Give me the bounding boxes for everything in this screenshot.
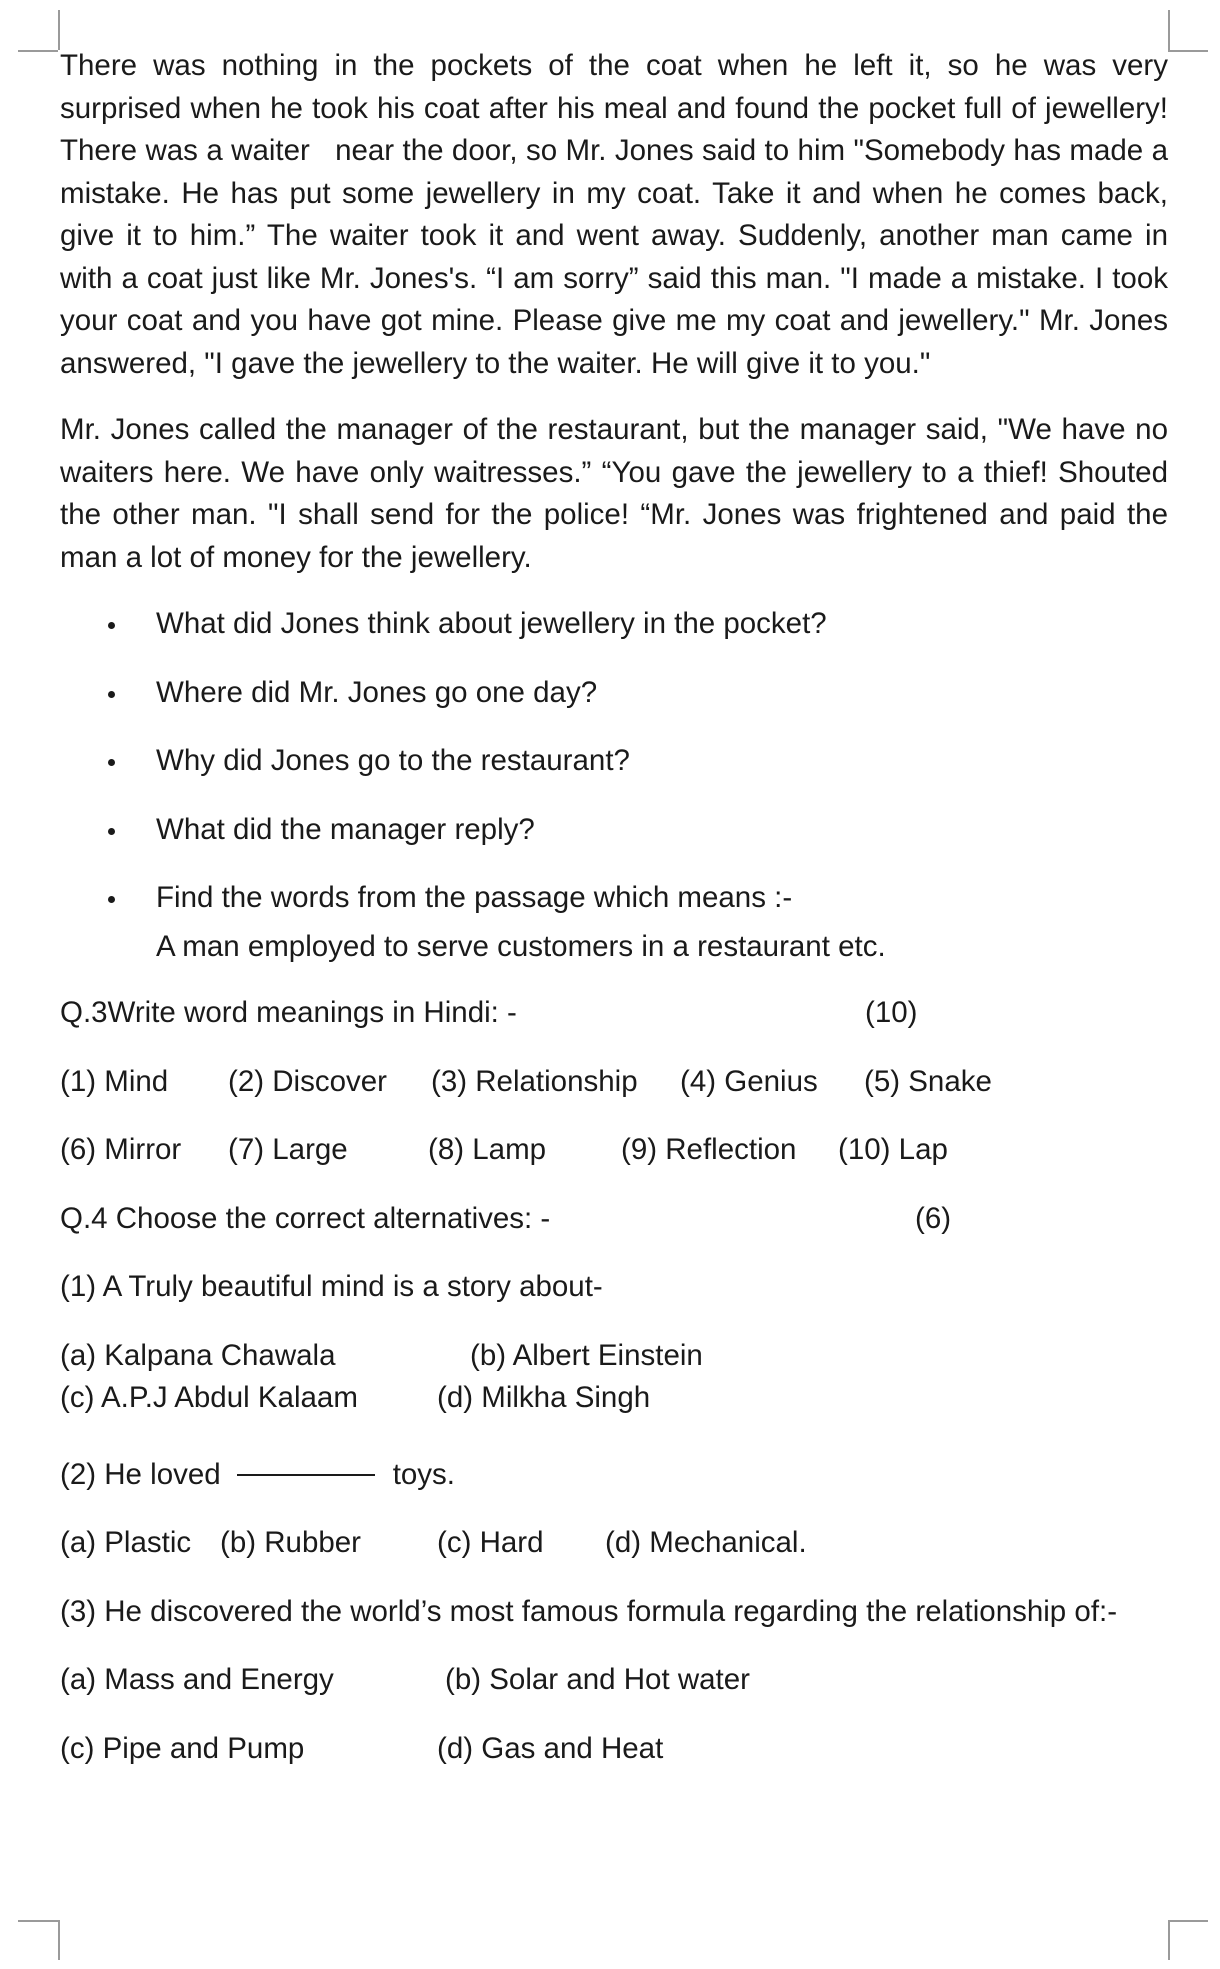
mcq-options-row [60, 1335, 1168, 1378]
word-item: (4) Genius [680, 1064, 818, 1098]
bullet-icon [108, 828, 115, 835]
crop-mark-bottom-left [18, 1920, 58, 1922]
passage-paragraph-1: There was nothing in the pockets of the coat when he left it, so he was very surprised when he took his coat after his meal and found the pocket full of jewellery! There was a waiter near the door, so Mr. Jones said to him "Somebody has made a mistake. He has put some jewellery in my coat. Take it and when he comes back, give it to him.” The waiter took it and went away. Suddenly, another man came in with a coat just like Mr. Jones's. “I am sorry” said this man. "I made a mistake. I took your coat and you have got mine. Please give me my coat and jewellery." Mr. Jones answered, "I gave the jewellery to the waiter. He will give it to you." [60, 49, 1168, 380]
mcq-options-row [60, 1659, 1168, 1702]
list-item: Why did Jones go to the restaurant? [60, 740, 1168, 783]
crop-mark-top-left [18, 50, 58, 52]
comprehension-questions [60, 603, 1168, 920]
mcq-option: (d) Milkha Singh [437, 1381, 651, 1414]
word-item: (10) Lap [838, 1133, 948, 1166]
list-item: Find the words from the passage which means :- [60, 877, 1168, 920]
q3-heading [60, 992, 1168, 1035]
crop-mark-bottom-right [1168, 1920, 1170, 1960]
q3-title: Q.3Write word meanings in Hindi: - [60, 996, 517, 1029]
q3-words-row-2 [60, 1129, 1168, 1172]
word-item: (8) Lamp [428, 1133, 547, 1166]
bullet-icon [108, 622, 115, 629]
crop-mark-top-left [58, 10, 60, 50]
mcq-option: (d) Gas and Heat [437, 1731, 664, 1765]
mcq-question: (3) He discovered the world’s most famous formula regarding the relationship of:- [60, 1594, 1118, 1628]
mcq-option: (a) Kalpana Chawala [60, 1338, 336, 1372]
mcq-options-row [60, 1522, 1168, 1565]
crop-mark-top-right [1168, 10, 1170, 50]
mcq-option: (b) Solar and Hot water [445, 1663, 750, 1696]
word-item: (3) Relationship [431, 1064, 638, 1098]
crop-mark-bottom-right [1168, 1920, 1208, 1922]
passage-paragraph-2: Mr. Jones called the manager of the restaurant, but the manager said, "We have no waiters here. We have only waitresses.” “You gave the jewellery to a thief! Shouted the other man. "I shall send for the police! “Mr. Jones was frightened and paid the man a lot of money for the jewellery. [60, 413, 1168, 574]
mcq-option: (d) Mechanical. [605, 1526, 807, 1559]
question-sub-line: A man employed to serve customers in a restaurant etc. [156, 929, 886, 963]
q4-title: Q.4 Choose the correct alternatives: - [60, 1201, 551, 1235]
list-item: Where did Mr. Jones go one day? [60, 672, 1168, 715]
mcq-options-row [60, 1728, 1168, 1771]
list-item: What did Jones think about jewellery in the pocket? [60, 603, 1168, 646]
word-item: (9) Reflection [621, 1133, 797, 1166]
q4-heading [60, 1198, 1168, 1241]
q3-marks: (10) [865, 996, 918, 1029]
answer-blank [237, 1474, 375, 1476]
mcq-option: (c) A.P.J Abdul Kalaam [60, 1381, 358, 1414]
bullet-icon [108, 896, 115, 903]
bullet-icon [108, 759, 115, 766]
word-item: (2) Discover [228, 1064, 387, 1098]
word-item: (5) Snake [864, 1064, 992, 1098]
crop-mark-bottom-left [58, 1920, 60, 1960]
word-item: (7) Large [228, 1133, 348, 1166]
mcq-option: (a) Plastic [60, 1526, 192, 1559]
crop-mark-top-right [1168, 50, 1208, 52]
mcq-option: (c) Pipe and Pump [60, 1731, 305, 1765]
word-item: (6) Mirror [60, 1133, 182, 1166]
mcq-options-row [60, 1377, 1168, 1420]
list-item: What did the manager reply? [60, 809, 1168, 852]
mcq-question: (1) A Truly beautiful mind is a story about- [60, 1270, 603, 1303]
mcq-option: (a) Mass and Energy [60, 1663, 334, 1696]
mcq-option: (c) Hard [437, 1526, 544, 1559]
bullet-icon [108, 691, 115, 698]
mcq-option: (b) Albert Einstein [470, 1338, 703, 1372]
word-item: (1) Mind [60, 1064, 169, 1098]
document-page [60, 45, 1168, 1770]
q4-marks: (6) [915, 1201, 952, 1235]
mcq-option: (b) Rubber [220, 1526, 362, 1559]
q3-words-row-1 [60, 1061, 1168, 1104]
mcq-question: (2) He loved toys. [60, 1457, 455, 1491]
